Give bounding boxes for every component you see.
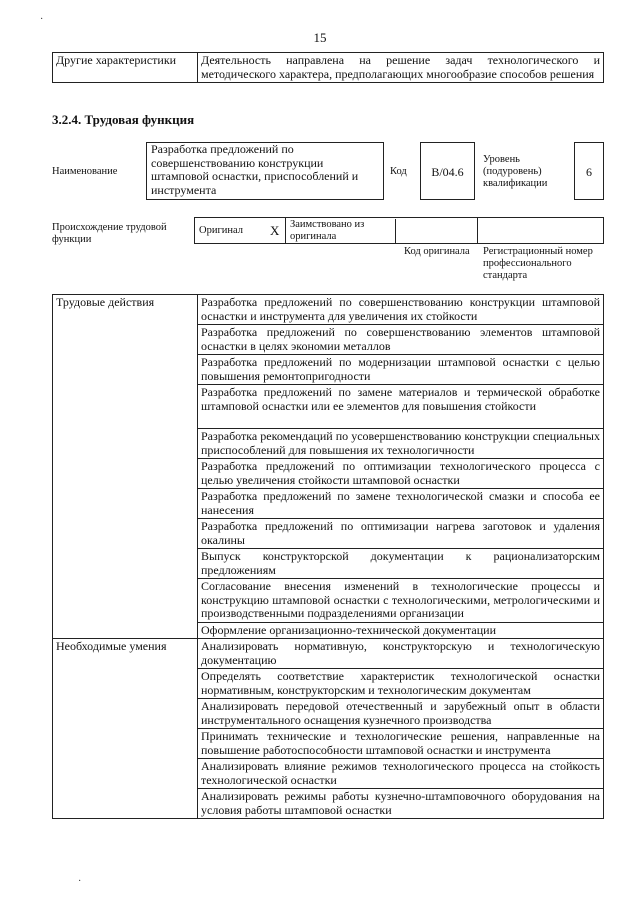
skill-item: Анализировать режимы работы кузнечно-штамповочного оборудования на условия работы штамповой оснастки — [198, 789, 604, 819]
labor-action: Разработка предложений по модернизации штамповой оснастки с целью повышения ремонтопригодности — [198, 355, 604, 385]
name-value-text: Разработка предложений по совершенствованию конструкции штамповой оснастки, приспособлений и инструмента — [151, 142, 359, 197]
borrowed-cell — [286, 219, 396, 244]
labor-action: Разработка предложений по оптимизации нагрева заготовок и удаления окалины — [198, 519, 604, 549]
skill-item: Анализировать влияние режимов технологического процесса на стойкость технологической оснастки — [198, 759, 604, 789]
other-characteristics-label: Другие характеристики — [53, 53, 198, 83]
section-title: 3.2.4. Трудовая функция — [52, 112, 195, 127]
name-label: Наименование — [52, 166, 118, 177]
labor-action: Разработка предложений по замене материалов и термической обработке штамповой оснастки или ее элементов для повышения стойкости — [198, 385, 604, 429]
origin-label: Происхождение трудовой функции — [52, 222, 167, 245]
origin-row — [194, 217, 604, 244]
code-orig-cell — [397, 218, 478, 243]
labor-action: Разработка рекомендаций по усовершенствованию конструкции специальных приспособлений для повышения их технологичности — [198, 429, 604, 459]
code-value-text: B/04.6 — [431, 165, 464, 179]
skill-item: Определять соответствие характеристик технологической оснастки нормативным, конструкторским и технологическим документам — [198, 669, 604, 699]
code-label: Код — [390, 166, 407, 177]
level-value-text: 6 — [586, 165, 592, 179]
skill-item: Принимать технические и технологические решения, направленные на повышение работоспособности штамповой оснастки и инструмента — [198, 729, 604, 759]
level-label: Уровень (подуровень) квалификации — [483, 154, 548, 189]
borrowed-label: Заимствовано из оригинала — [290, 219, 365, 242]
code-value — [420, 142, 475, 200]
skill-item: Анализировать передовой отечественный и зарубежный опыт в области инструментального оснащения кузнечного производства — [198, 699, 604, 729]
labor-action: Согласование внесения изменений в технологические процессы и конструкцию штамповой оснастки с технологическими, метрологическими и производственными подразделениями организации — [198, 579, 604, 623]
reg-cell — [478, 218, 603, 243]
reg-label: Регистрационный номер профессионального стандарта — [483, 246, 593, 281]
main-table — [52, 294, 604, 819]
labor-action: Выпуск конструкторской документации к рационализаторским предложениям — [198, 549, 604, 579]
level-value — [574, 142, 604, 200]
labor-actions-label: Трудовые действия — [53, 295, 198, 639]
name-value — [146, 142, 384, 200]
other-characteristics-value: Деятельность направлена на решение задач технологического и методического характера, предполагающих многообразие способов решения — [198, 53, 604, 83]
labor-action: Разработка предложений по совершенствованию элементов штамповой оснастки в целях экономии металлов — [198, 325, 604, 355]
labor-action: Оформление организационно-технической документации — [198, 623, 604, 639]
labor-action: Разработка предложений по оптимизации технологического процесса с целью увеличения стойкости штамповой оснастки — [198, 459, 604, 489]
other-characteristics-table — [52, 52, 604, 83]
original-mark: X — [270, 223, 280, 238]
scan-mark-top: · — [40, 14, 44, 25]
skills-label: Необходимые умения — [53, 639, 198, 819]
code-orig-label: Код оригинала — [404, 246, 470, 257]
labor-action: Разработка предложений по совершенствованию конструкции штамповой оснастки и инструмента для увеличения их стойкости — [198, 295, 604, 325]
scan-mark-bottom: · — [78, 876, 82, 887]
skill-item: Анализировать нормативную, конструкторскую и технологическую документацию — [198, 639, 604, 669]
original-cell — [195, 218, 286, 243]
page-number: 15 — [313, 30, 327, 45]
labor-action: Разработка предложений по замене технологической смазки и способа ее нанесения — [198, 489, 604, 519]
original-label: Оригинал — [199, 225, 243, 236]
